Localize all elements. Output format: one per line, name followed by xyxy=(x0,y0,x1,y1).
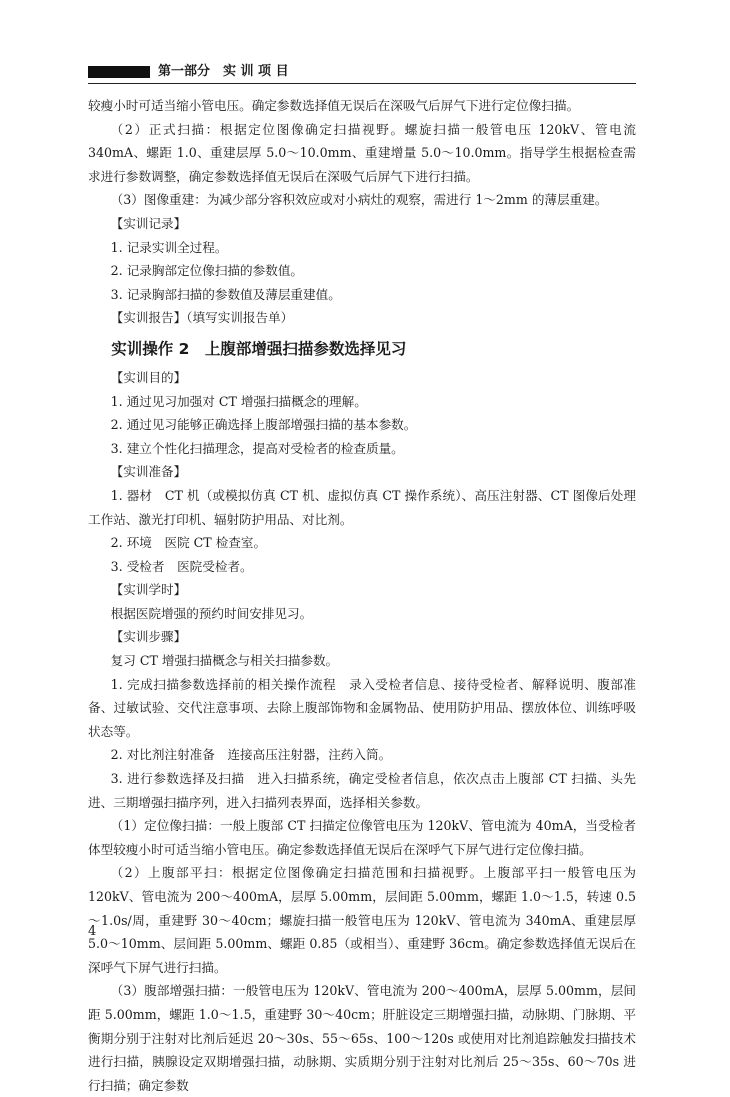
list-item: 1. 完成扫描参数选择前的相关操作流程 录入受检者信息、接待受检者、解释说明、腹部准备、过敏试验、交代注意事项、去除上腹部饰物和金属物品、使用防护用品、摆放体位、训练呼吸状态等。 xyxy=(88,676,636,739)
paragraph: （3）图像重建：为减少部分容积效应或对小病灶的观察，需进行 1～2mm 的薄层重建。 xyxy=(110,192,608,208)
list-item: 3. 受检者 医院受检者。 xyxy=(110,558,253,574)
list-item: 3. 建立个性化扫描理念，提高对受检者的检查质量。 xyxy=(110,440,404,456)
list-item: 2. 环境 医院 CT 检查室。 xyxy=(110,535,267,551)
list-item: 1. 记录实训全过程。 xyxy=(110,239,228,255)
section-label-training-steps: 【实训步骤】 xyxy=(110,629,187,645)
list-item: 2. 记录胸部定位像扫描的参数值。 xyxy=(110,263,304,279)
section-label-training-record: 【实训记录】 xyxy=(110,215,187,231)
paragraph: （2）正式扫描：根据定位图像确定扫描视野。螺旋扫描一般管电压 120kV、管电流 340mA、螺距 1.0、重建层厚 5.0～10.0mm、重建增量 5.0～10.0mm。指导学生根据检查需求进行参数调整，确定参数选择值无误后在深吸气后屏气下进行扫描。 xyxy=(88,121,636,184)
header-section-title: 第一部分 实 训 项 目 xyxy=(158,64,289,79)
page-body xyxy=(88,94,636,1097)
paragraph: （2）上腹部平扫：根据定位图像确定扫描范围和扫描视野。上腹部平扫一般管电压为 120kV、管电流为 200～400mA，层厚 5.00mm，层间距 5.00mm，螺距 1.0～1.5，转速 0.5～1.0s/周，重建野 30～40cm；螺旋扫描一般管电压为 120kV、管电流为 340mA、重建层厚 5.0～10mm、层间距 5.00mm、螺距 0.85（或相当）、重建野 36cm。确定参数选择值无误后在深呼气下屏气进行扫描。 xyxy=(88,865,636,975)
section-label-training-hours: 【实训学时】 xyxy=(110,582,187,598)
paragraph: （1）定位像扫描：一般上腹部 CT 扫描定位像管电压为 120kV、管电流为 40mA，当受检者体型较瘦小时可适当缩小管电压。确定参数选择值无误后在深呼气下屏气进行定位像扫描。 xyxy=(88,818,636,857)
paragraph: 较瘦小时可适当缩小管电压。确定参数选择值无误后在深吸气后屏气下进行定位像扫描。 xyxy=(88,98,580,113)
list-item: 3. 记录胸部扫描的参数值及薄层重建值。 xyxy=(110,286,341,302)
page-number: 4 xyxy=(88,924,97,939)
running-header xyxy=(88,63,636,85)
section-heading: 实训操作 2 上腹部增强扫描参数选择见习 xyxy=(111,339,407,358)
paragraph: （3）腹部增强扫描：一般管电压为 120kV、管电流为 200～400mA，层厚 5.00mm，层间距 5.00mm，螺距 1.0～1.5，重建野 30～40cm；肝脏设定三期增强扫描，动脉期、门脉期、平衡期分别于注射对比剂后延迟 20～30s、55～65s、100～120s 或使用对比剂追踪触发扫描技术进行扫描，胰腺设定双期增强扫描，动脉期、实质期分别于注射对比剂后 25～35s、60～70s 进行扫描；确定参数 xyxy=(88,983,636,1093)
list-item: 1. 器材 CT 机（或模拟仿真 CT 机、虚拟仿真 CT 操作系统）、高压注射器、CT 图像后处理工作站、激光打印机、辐射防护用品、对比剂。 xyxy=(88,487,636,527)
list-item: 3. 进行参数选择及扫描 进入扫描系统，确定受检者信息，依次点击上腹部 CT 扫描、头先进、三期增强扫描序列，进入扫描列表界面，选择相关参数。 xyxy=(88,771,636,810)
paragraph: 根据医院增强的预约时间安排见习。 xyxy=(110,605,313,621)
header-rule xyxy=(88,83,636,84)
list-item: 2. 通过见习能够正确选择上腹部增强扫描的基本参数。 xyxy=(110,417,417,433)
paragraph: 复习 CT 增强扫描概念与相关扫描参数。 xyxy=(110,653,339,669)
section-label-training-preparation: 【实训准备】 xyxy=(110,464,187,480)
list-item: 2. 对比剂注射准备 连接高压注射器，注药入筒。 xyxy=(110,747,392,763)
header-black-bar xyxy=(88,66,150,78)
section-label-training-purpose: 【实训目的】 xyxy=(110,369,187,385)
section-label-training-report: 【实训报告】（填写实训报告单） xyxy=(110,310,294,326)
list-item: 1. 通过见习加强对 CT 增强扫描概念的理解。 xyxy=(110,393,367,409)
